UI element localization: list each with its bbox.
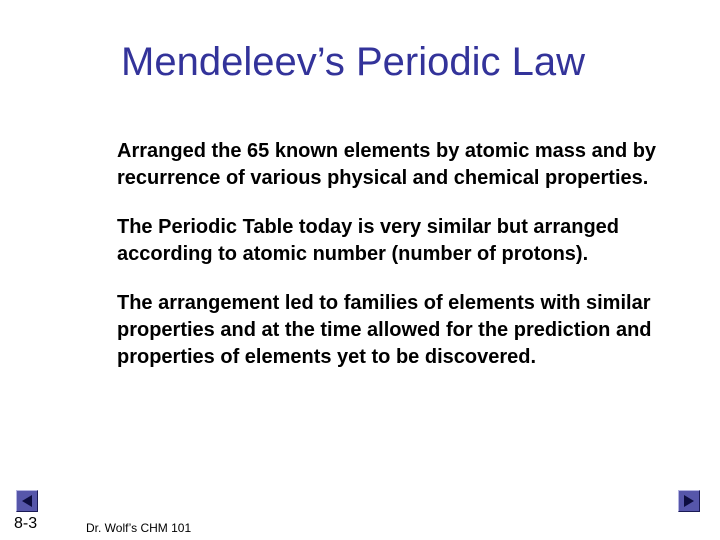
- triangle-right-icon: [682, 494, 696, 508]
- footer-course-label: Dr. Wolf’s CHM 101: [86, 521, 192, 535]
- body-paragraph-1: Arranged the 65 known elements by atomic mass and by recurrence of various physical and chemical properties.: [117, 140, 657, 189]
- previous-slide-button[interactable]: [16, 490, 38, 512]
- slide-number: 8-3: [14, 515, 38, 532]
- next-slide-button[interactable]: [678, 490, 700, 512]
- body-paragraph-3: The arrangement led to families of elements with similar properties and at the time allowed for the prediction and properties of elements yet to be discovered.: [117, 292, 652, 368]
- slide-title: Mendeleev’s Periodic Law: [121, 40, 585, 84]
- triangle-left-icon: [20, 494, 34, 508]
- body-paragraph-2: The Periodic Table today is very similar but arranged according to atomic number (number of protons).: [117, 216, 620, 265]
- slide-body: [117, 138, 677, 393]
